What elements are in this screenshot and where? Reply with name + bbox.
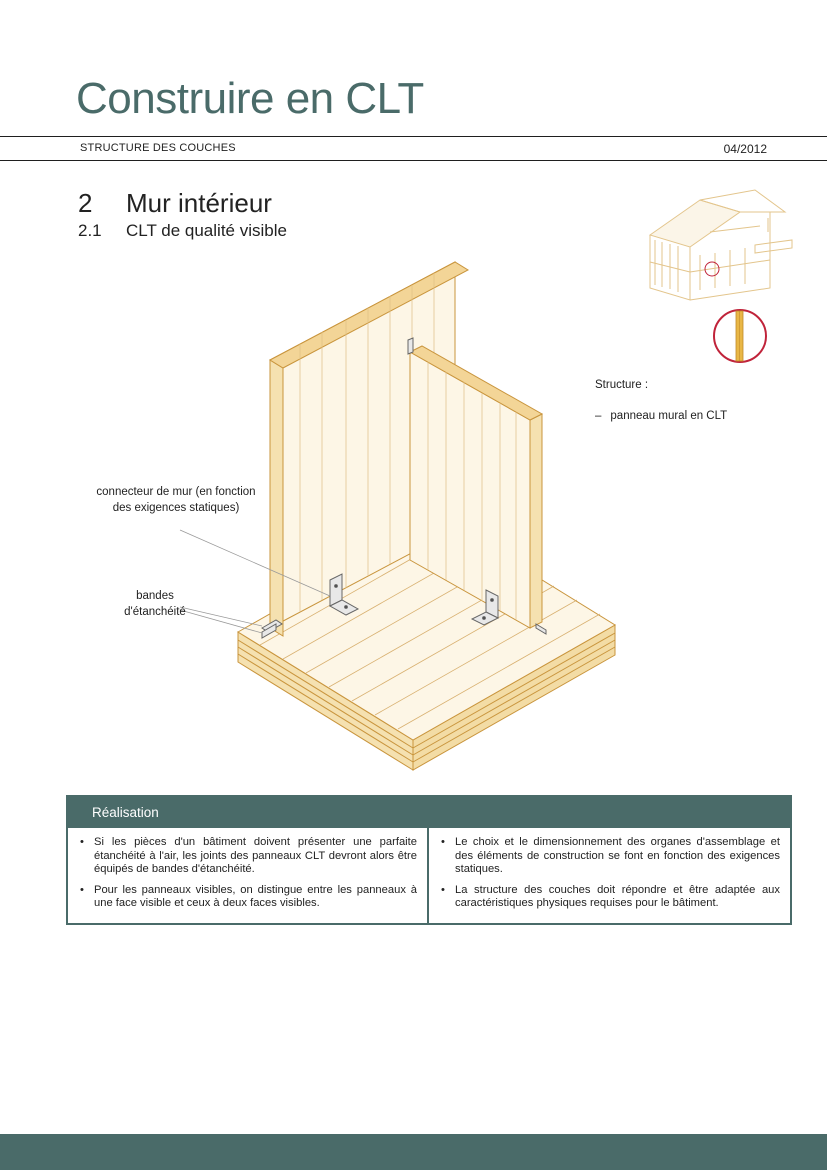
wall-section-detail-icon xyxy=(714,310,766,362)
bullet-icon: • xyxy=(80,883,84,896)
subsection-heading-text: CLT de qualité visible xyxy=(126,221,287,240)
realisation-body xyxy=(68,828,790,923)
house-thumbnail-icon xyxy=(650,190,792,300)
footer-bar xyxy=(0,1134,827,1170)
structure-item-dash: – xyxy=(595,410,602,422)
structure-item xyxy=(595,410,727,422)
structure-item-text: panneau mural en CLT xyxy=(610,410,728,422)
connector-label: connecteur de mur (en fonction des exigences statiques) xyxy=(96,486,256,514)
bullet-icon: • xyxy=(441,883,445,896)
subsection-number: 2.1 xyxy=(78,221,102,240)
document-title: Construire en CLT xyxy=(76,74,424,123)
bullet-icon: • xyxy=(441,836,445,848)
realisation-header: Réalisation xyxy=(68,797,790,828)
structure-title: Structure : xyxy=(595,379,649,391)
list-item-text: Si les pièces d'un bâtiment doivent présenter une parfaite étanchéité à l'air, les joints des panneaux CLT devront alors être équipés de bandes d'étanchéité. xyxy=(94,836,417,875)
sealing-strip-label: bandes d'étanchéité xyxy=(124,590,186,618)
section-number: 2 xyxy=(78,188,93,218)
list-item xyxy=(80,836,417,877)
section-label: STRUCTURE DES COUCHES xyxy=(80,142,236,154)
list-item xyxy=(441,884,780,911)
list-item-text: Pour les panneaux visibles, on distingue entre les panneaux à une face visible et ceux à deux faces visibles. xyxy=(94,883,417,909)
document-date: 04/2012 xyxy=(723,142,767,156)
realisation-box xyxy=(66,795,792,925)
bullet-icon: • xyxy=(80,836,84,848)
realisation-right-column xyxy=(429,828,790,923)
section-heading-text: Mur intérieur xyxy=(126,188,272,218)
realisation-left-column xyxy=(68,828,429,923)
list-item xyxy=(441,836,780,877)
list-item xyxy=(80,884,417,911)
list-item-text: La structure des couches doit répondre et être adaptée aux caractéristiques physiques requises pour le bâtiment. xyxy=(455,883,780,909)
list-item-text: Le choix et le dimensionnement des organes d'assemblage et des éléments de construction se font en fonction des exigences statiques. xyxy=(455,836,780,875)
